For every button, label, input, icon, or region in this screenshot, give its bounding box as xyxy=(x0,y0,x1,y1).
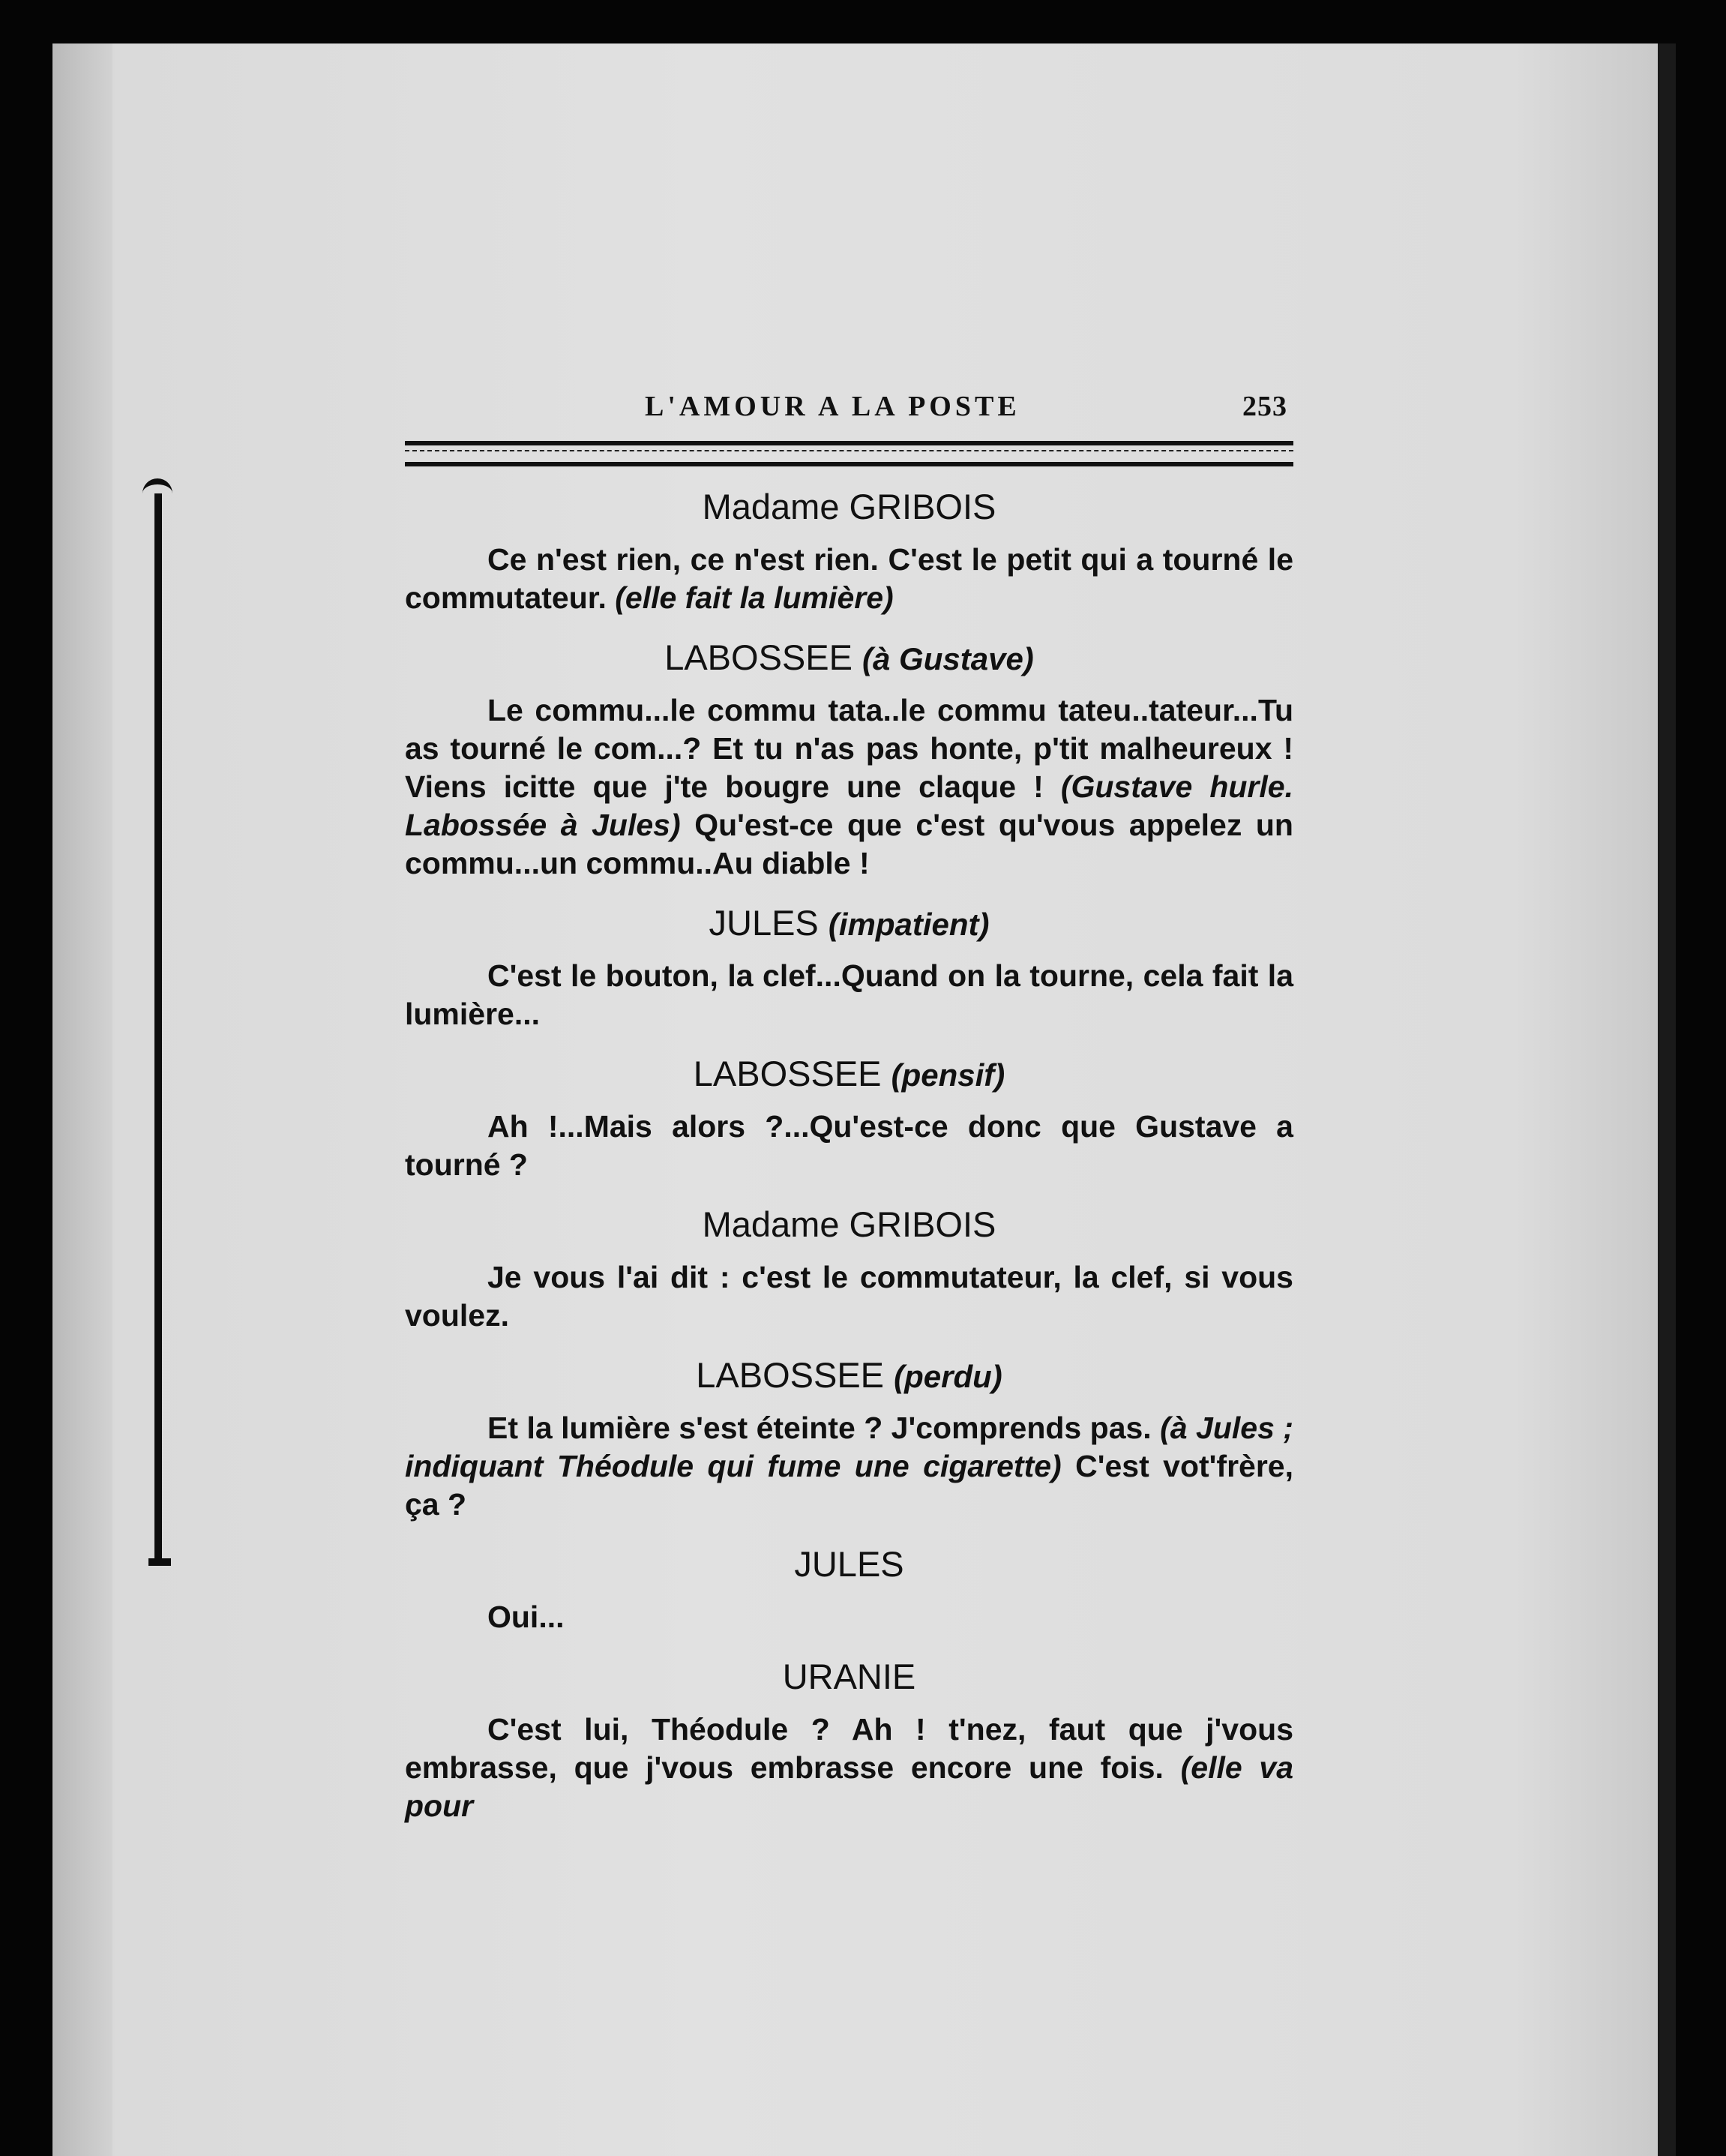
speech-text xyxy=(405,1258,1293,1335)
speaker-name: URANIE xyxy=(782,1657,916,1696)
speech-text xyxy=(405,1409,1293,1524)
speech-line: Je vous l'ai dit : c'est le commutateur, la clef, si vous voulez. xyxy=(405,1260,1293,1333)
binding-thread-bottom xyxy=(148,1558,171,1566)
speech-line-continued: C'est vot'frère, ça ? xyxy=(405,1449,1293,1522)
running-head xyxy=(405,390,1293,426)
speech-text xyxy=(405,1598,1293,1636)
speaker-name: LABOSSEE xyxy=(664,637,853,677)
speech-text xyxy=(405,541,1293,617)
speaker-heading xyxy=(405,1053,1293,1094)
speaker-name: LABOSSEE xyxy=(693,1054,882,1093)
speech-line: Ah !...Mais alors ?...Qu'est-ce donc que Gustave a tourné ? xyxy=(405,1109,1293,1182)
speaker-name: Madame GRIBOIS xyxy=(702,1204,996,1244)
speaker-direction: (impatient) xyxy=(828,907,990,942)
page-number: 253 xyxy=(1242,391,1287,422)
speech-text xyxy=(405,1711,1293,1825)
speech-text xyxy=(405,691,1293,883)
speaker-name: Madame GRIBOIS xyxy=(702,487,996,526)
speech-line: Le commu...le commu tata..le commu tateu..tateur...Tu as tourné le com...? Et tu n'as pas honte, p'tit malheureux ! Viens icitte que j'te bougre une claque ! xyxy=(405,693,1293,804)
speaker-name: LABOSSEE xyxy=(696,1355,885,1395)
speaker-name: JULES xyxy=(794,1544,904,1584)
stage-direction: (elle va pour xyxy=(405,1750,1293,1823)
speech-line: Et la lumière s'est éteinte ? J'comprends pas. xyxy=(487,1411,1152,1445)
speaker-heading xyxy=(405,1543,1293,1585)
speech-text xyxy=(405,957,1293,1033)
speech-line-continued: Qu'est-ce que c'est qu'vous appelez un commu...un commu..Au diable ! xyxy=(405,808,1293,880)
speaker-heading xyxy=(405,1204,1293,1245)
speaker-heading xyxy=(405,902,1293,943)
speaker-heading xyxy=(405,1656,1293,1697)
page-edge xyxy=(1658,43,1676,2156)
speech-line: Ce n'est rien, ce n'est rien. C'est le petit qui a tourné le commutateur. xyxy=(405,542,1293,615)
header-rule xyxy=(405,441,1293,466)
stage-direction: (Gustave hurle. Labossée à Jules) xyxy=(405,769,1293,842)
speech-line: Oui... xyxy=(487,1600,565,1634)
stage-direction: (à Jules ; indiquant Théodule qui fume une cigarette) xyxy=(405,1411,1293,1483)
page-content xyxy=(405,390,1293,1825)
running-title: L'AMOUR A LA POSTE xyxy=(645,391,1020,422)
speaker-name: JULES xyxy=(709,903,819,943)
page-gutter xyxy=(52,43,112,2156)
speaker-direction: (à Gustave) xyxy=(862,641,1034,676)
speech-text xyxy=(405,1108,1293,1184)
speaker-heading xyxy=(405,1354,1293,1396)
speaker-heading xyxy=(405,486,1293,527)
speech-line: C'est lui, Théodule ? Ah ! t'nez, faut que j'vous embrasse, que j'vous embrasse encore une fois. xyxy=(405,1712,1293,1785)
speaker-direction: (pensif) xyxy=(891,1057,1005,1093)
speaker-direction: (perdu) xyxy=(894,1359,1002,1394)
speaker-heading xyxy=(405,637,1293,678)
binding-thread xyxy=(154,493,162,1558)
speech-line: C'est le bouton, la clef...Quand on la tourne, cela fait la lumière... xyxy=(405,958,1293,1031)
stage-direction: (elle fait la lumière) xyxy=(615,580,894,615)
